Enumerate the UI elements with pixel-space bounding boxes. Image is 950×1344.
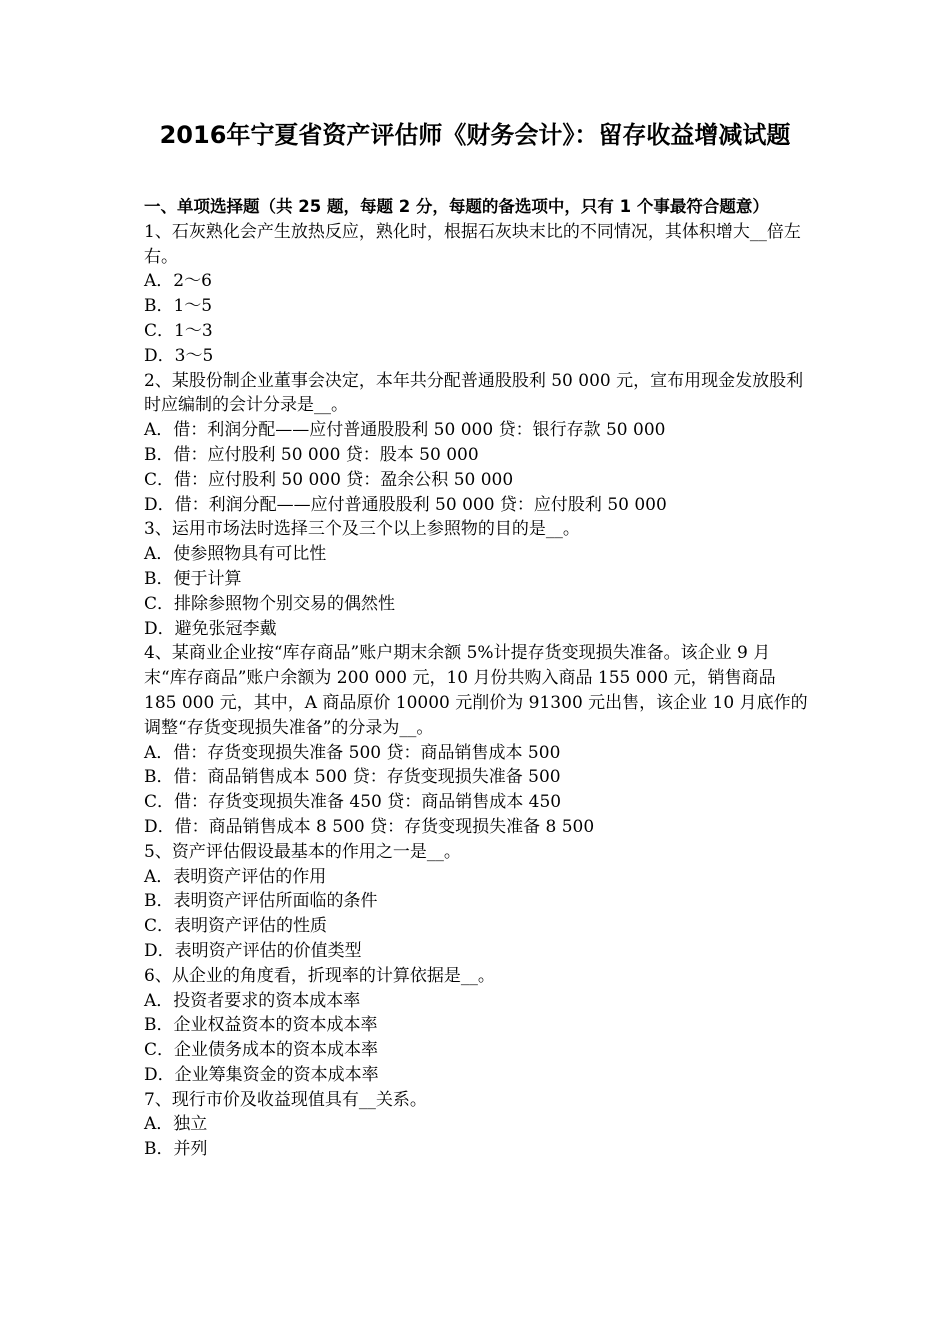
question-stem: 5、资产评估假设最基本的作用之一是__。 <box>144 841 461 862</box>
option-d: D．表明资产评估的价值类型 <box>144 940 362 961</box>
option-c: C．借：应付股利 50 000 贷：盈余公积 50 000 <box>144 469 514 490</box>
option-b: B．借：商品销售成本 500 贷：存货变现损失准备 500 <box>144 767 561 788</box>
option-a: A．借：利润分配——应付普通股股利 50 000 贷：银行存款 50 000 <box>144 420 666 441</box>
question-7 <box>144 1088 810 1162</box>
option-d: D．借：商品销售成本 8 500 贷：存货变现损失准备 8 500 <box>144 816 595 837</box>
question-6 <box>144 964 810 1088</box>
option-a: A．独立 <box>144 1114 208 1135</box>
option-c: C．排除参照物个别交易的偶然性 <box>144 593 396 614</box>
document-title: 2016年宁夏省资产评估师《财务会计》：留存收益增减试题 <box>159 121 791 149</box>
question-stem: 7、现行市价及收益现值具有__关系。 <box>144 1089 427 1110</box>
option-a: A．借：存货变现损失准备 500 贷：商品销售成本 500 <box>144 742 561 763</box>
question-stem: 2、某股份制企业董事会决定，本年共分配普通股股利 50 000 元，宣布用现金发放股利时应编制的会计分录是__。 <box>144 370 804 416</box>
option-a: A．表明资产评估的作用 <box>144 866 327 887</box>
option-b: B．并列 <box>144 1139 208 1160</box>
option-a: A．2～6 <box>144 271 212 292</box>
question-stem: 1、石灰熟化会产生放热反应，熟化时，根据石灰块末比的不同情况，其体积增大__倍左右。 <box>144 221 801 267</box>
option-c: C．1～3 <box>144 320 213 341</box>
question-3 <box>144 517 810 641</box>
question-5 <box>144 840 810 964</box>
option-d: D．避免张冠李戴 <box>144 618 277 639</box>
question-2 <box>144 369 810 518</box>
option-b: B．1～5 <box>144 296 213 317</box>
document-body <box>144 195 810 1162</box>
option-c: C．表明资产评估的性质 <box>144 916 328 937</box>
option-b: B．表明资产评估所面临的条件 <box>144 891 378 912</box>
section-header: 一、单项选择题（共 25 题，每题 2 分，每题的备选项中，只有 1 个事最符合题意） <box>144 197 769 216</box>
option-c: C．借：存货变现损失准备 450 贷：商品销售成本 450 <box>144 792 562 813</box>
option-a: A．使参照物具有可比性 <box>144 544 327 565</box>
question-4 <box>144 641 810 839</box>
question-stem: 3、运用市场法时选择三个及三个以上参照物的目的是__。 <box>144 519 580 540</box>
option-b: B．企业权益资本的资本成本率 <box>144 1015 378 1036</box>
question-stem: 4、某商业企业按“库存商品”账户期末余额 5%计提存货变现损失准备。该企业 9 月末“库存商品”账户余额为 200 000 元，10 月份共购入商品 155 000 元，销售商品 185 000 元，其中，A 商品原价 10000 元削价为 91300 元出售，该企业 10 月底作的调整“存货变现损失准备”的分录为__。 <box>144 643 808 738</box>
option-b: B．借：应付股利 50 000 贷：股本 50 000 <box>144 444 479 465</box>
question-stem: 6、从企业的角度看，折现率的计算依据是__。 <box>144 965 495 986</box>
question-1 <box>144 220 810 369</box>
option-a: A．投资者要求的资本成本率 <box>144 990 361 1011</box>
option-d: D．3～5 <box>144 345 214 366</box>
option-d: D．企业筹集资金的资本成本率 <box>144 1064 379 1085</box>
option-b: B．便于计算 <box>144 568 242 589</box>
option-d: D．借：利润分配——应付普通股股利 50 000 贷：应付股利 50 000 <box>144 494 667 515</box>
option-c: C．企业债务成本的资本成本率 <box>144 1040 379 1061</box>
